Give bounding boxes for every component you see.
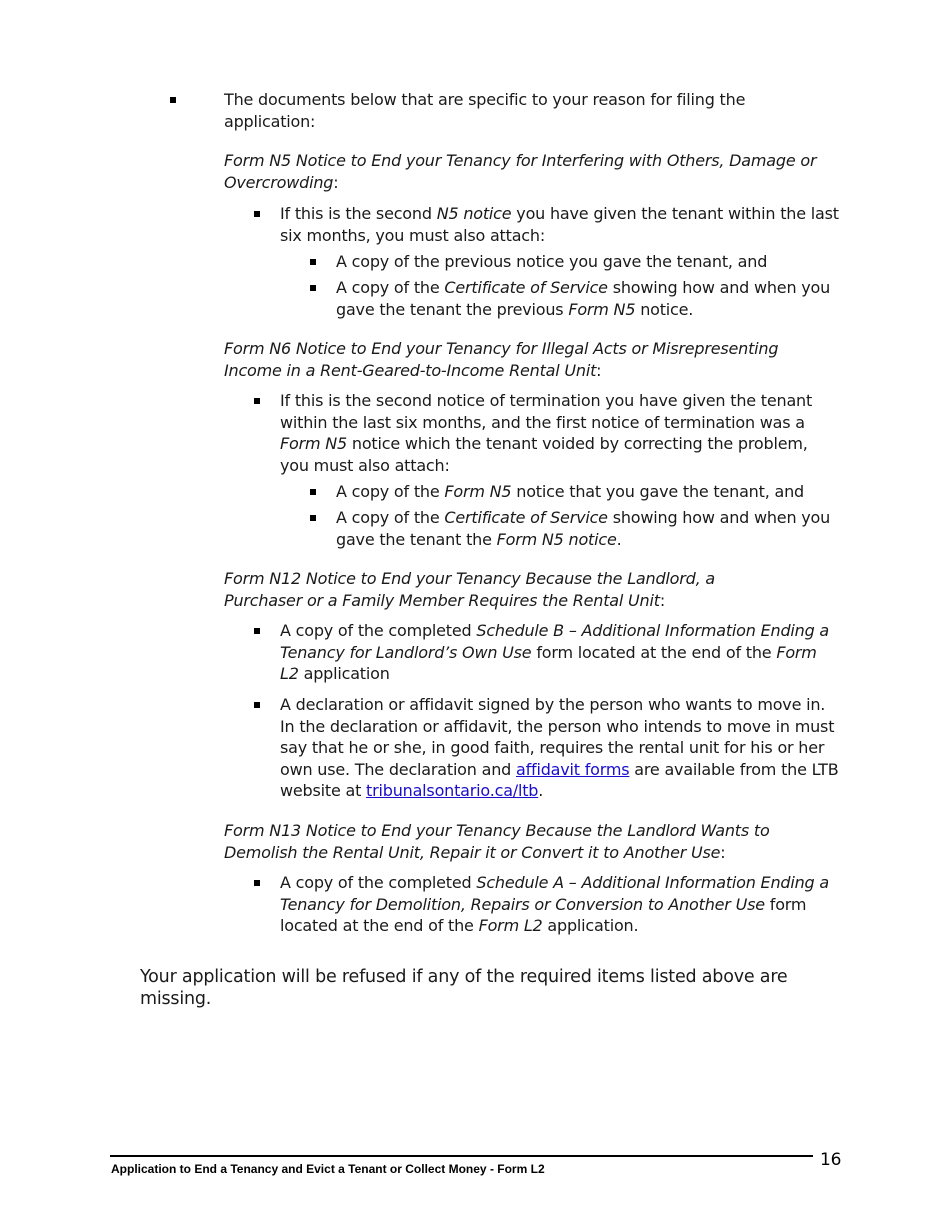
bullet-icon xyxy=(254,702,260,708)
tribunals-ontario-link[interactable]: tribunalsontario.ca/ltb xyxy=(366,781,539,800)
bullet-icon xyxy=(310,259,316,265)
n5-sub-previous-notice: A copy of the previous notice you gave the tenant, and xyxy=(336,252,768,271)
n6-sub-n5-notice: A copy of the Form N5 notice that you gave the tenant, and xyxy=(336,482,804,501)
n6-item-second-notice: If this is the second notice of termination you have given the tenant within the last six months, and the first notice of termination was a Form N5 notice which the tenant voided by correcting the problem, you must also attach: xyxy=(280,391,813,475)
n12-item-declaration: A declaration or affidavit signed by the person who wants to move in. In the declaration or affidavit, the person who intends to move in must say that he or she, in good faith, requires the rental unit for his or her own use. The declaration and affidavit forms are available from the LTB website at tribunalsontario.ca/ltb. xyxy=(280,695,839,800)
n13-item-schedule-a: A copy of the completed Schedule A – Additional Information Ending a Tenancy for Demolition, Repairs or Conversion to Another Use form located at the end of the Form L2 application. xyxy=(280,873,829,935)
intro-text: The documents below that are specific to your reason for filing the application: xyxy=(224,90,746,131)
bullet-icon xyxy=(170,97,176,103)
affidavit-forms-link[interactable]: affidavit forms xyxy=(516,759,630,779)
n6-sub-certificate: A copy of the Certificate of Service showing how and when you gave the tenant the Form N5 notice. xyxy=(336,508,831,549)
footer-title: Application to End a Tenancy and Evict a Tenant or Collect Money - Form L2 xyxy=(111,1162,545,1176)
bullet-icon xyxy=(310,489,316,495)
closing-warning: Your application will be refused if any of the required items listed above are missing. xyxy=(140,967,788,1009)
bullet-icon xyxy=(310,515,316,521)
bullet-icon xyxy=(254,628,260,634)
bullet-icon xyxy=(254,211,260,217)
n6-heading: Form N6 Notice to End your Tenancy for Illegal Acts or Misrepresenting Income in a Rent-Geared-to-Income Rental Unit: xyxy=(224,339,779,380)
bullet-icon xyxy=(310,285,316,291)
bullet-icon xyxy=(254,880,260,886)
n12-item-schedule-b: A copy of the completed Schedule B – Additional Information Ending a Tenancy for Landlord’s Own Use form located at the end of the Form L2 application xyxy=(280,621,830,683)
footer-divider xyxy=(110,1155,813,1157)
n5-item-second-notice: If this is the second N5 notice you have given the tenant within the last six months, you must also attach: xyxy=(280,204,839,245)
n5-sub-certificate: A copy of the Certificate of Service showing how and when you gave the tenant the previous Form N5 notice. xyxy=(336,278,831,319)
n5-heading: Form N5 Notice to End your Tenancy for Interfering with Others, Damage or Overcrowding: xyxy=(224,151,817,192)
bullet-icon xyxy=(254,398,260,404)
n13-heading: Form N13 Notice to End your Tenancy Because the Landlord Wants to Demolish the Rental Unit, Repair it or Convert it to Another Use: xyxy=(224,821,770,862)
page-number: 16 xyxy=(820,1150,842,1170)
n12-heading: Form N12 Notice to End your Tenancy Because the Landlord, a Purchaser or a Family Member Requires the Rental Unit: xyxy=(224,569,715,610)
